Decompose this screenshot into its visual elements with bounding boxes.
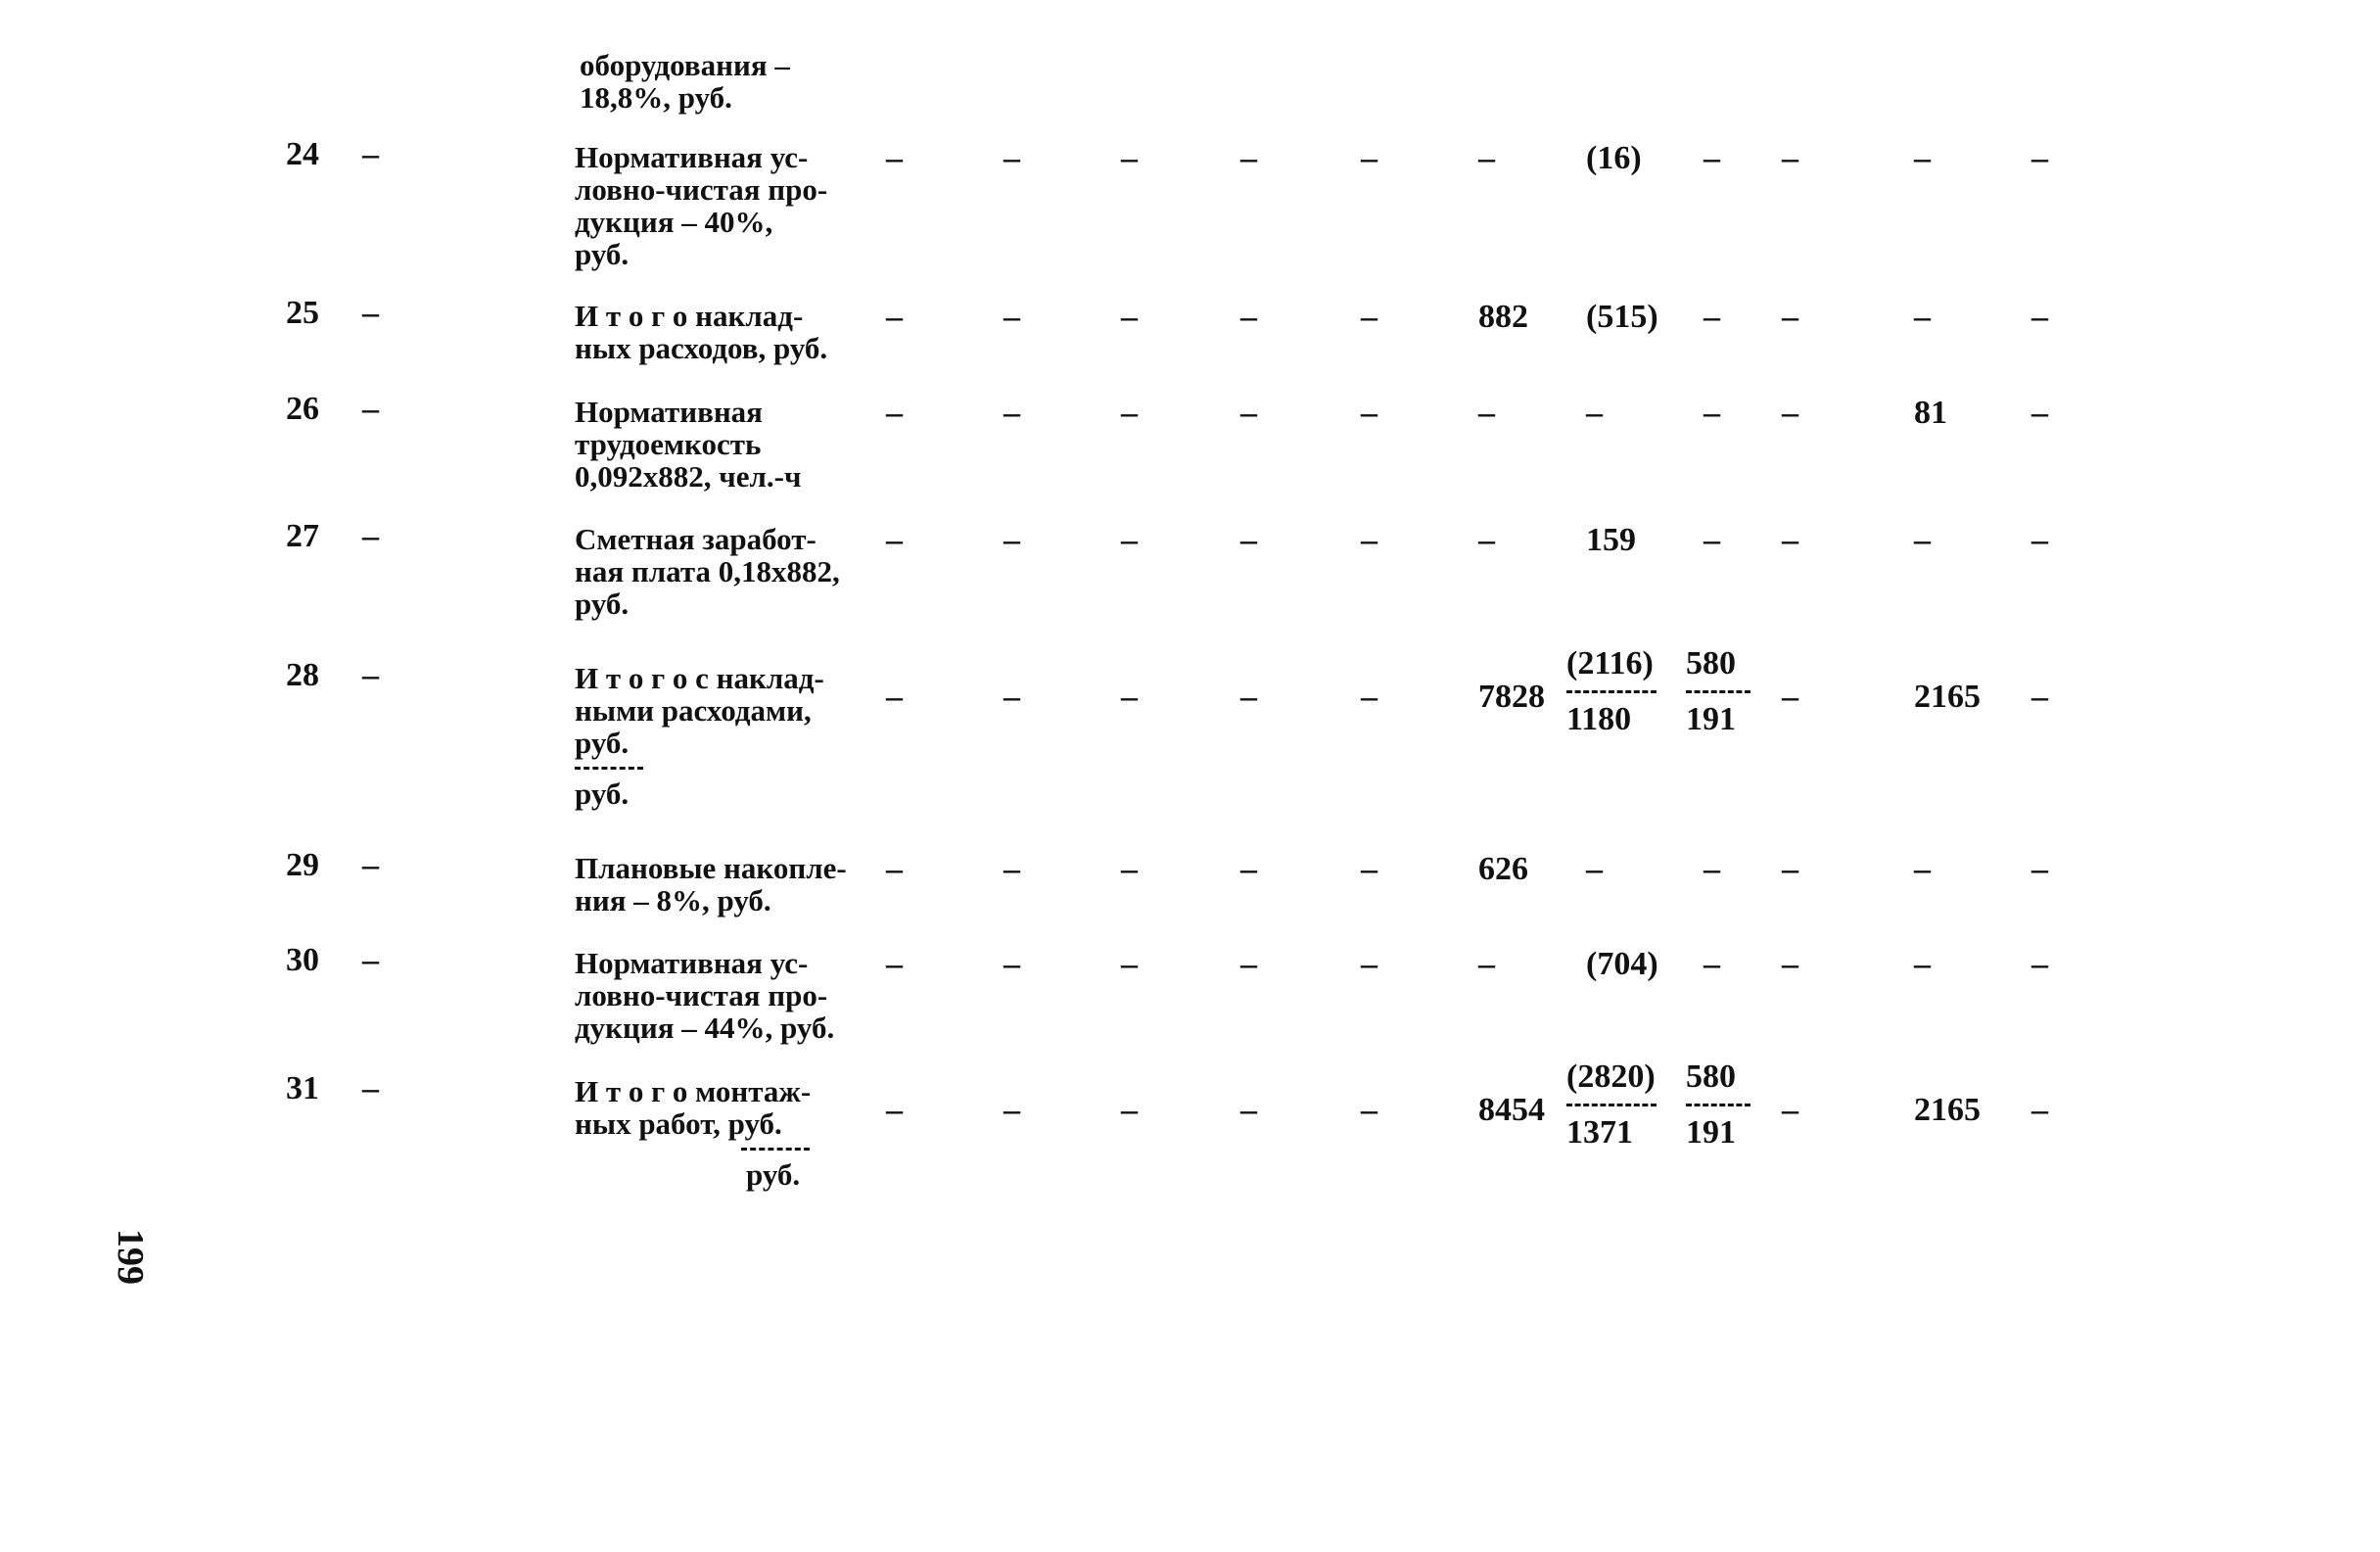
table-cell: – xyxy=(1478,946,1495,982)
description-line: ния – 8%, руб. xyxy=(575,883,771,917)
table-cell: – xyxy=(1361,522,1377,558)
table-cell: – xyxy=(1003,851,1020,887)
description-line: Нормативная ус- xyxy=(575,140,809,174)
description-line: руб. xyxy=(575,587,630,621)
page-number: 199 xyxy=(110,1229,151,1285)
description-line: руб. xyxy=(575,237,630,271)
table-cell: – xyxy=(1003,395,1020,431)
table-cell: 626 xyxy=(1478,851,1528,887)
table-cell: – xyxy=(1361,946,1377,982)
table-cell: – xyxy=(1782,395,1798,431)
table-cell: – xyxy=(1782,851,1798,887)
table-cell: – xyxy=(1361,679,1377,715)
row-dash: – xyxy=(362,391,379,427)
fraction-denominator: 191 xyxy=(1686,1114,1736,1151)
table-cell: – xyxy=(1782,946,1798,982)
row-description xyxy=(575,141,827,270)
table-cell: – xyxy=(1914,946,1931,982)
table-cell: 8454 xyxy=(1478,1092,1545,1128)
table-cell: – xyxy=(1240,522,1257,558)
table-cell: – xyxy=(1478,395,1495,431)
table-cell: 2165 xyxy=(1914,1092,1981,1128)
table-cell: – xyxy=(886,851,903,887)
table-cell: – xyxy=(1914,140,1931,176)
table-cell: – xyxy=(1914,851,1931,887)
description-line: дукция – 40%, xyxy=(575,205,773,239)
row-number: 30 xyxy=(286,942,319,978)
row-number: 29 xyxy=(286,847,319,883)
description-unit: руб. xyxy=(575,776,630,811)
row-dash: – xyxy=(362,518,379,554)
table-cell: – xyxy=(1121,299,1138,335)
table-cell: (515) xyxy=(1586,299,1658,335)
description-line: И т о г о наклад- xyxy=(575,299,804,333)
table-cell: – xyxy=(886,299,903,335)
row-dash: – xyxy=(362,295,379,331)
table-cell: – xyxy=(886,395,903,431)
row-dash: – xyxy=(362,136,379,172)
table-cell: (16) xyxy=(1586,140,1642,176)
table-cell: – xyxy=(2031,851,2048,887)
table-cell: – xyxy=(1703,851,1720,887)
description-line: ных работ, руб. xyxy=(575,1106,782,1141)
table-cell: – xyxy=(1586,851,1603,887)
table-cell: 7828 xyxy=(1478,679,1545,715)
table-cell: – xyxy=(1240,395,1257,431)
table-cell: 882 xyxy=(1478,299,1528,335)
row-description xyxy=(575,947,834,1044)
table-cell: (704) xyxy=(1586,946,1658,982)
fraction-bar xyxy=(1686,1104,1750,1106)
fraction-bar xyxy=(1566,690,1657,693)
description-line: 18,8%, руб. xyxy=(580,80,732,115)
row-description xyxy=(575,523,840,620)
table-cell: – xyxy=(1121,395,1138,431)
table-cell: – xyxy=(1240,299,1257,335)
description-divider xyxy=(741,1148,810,1151)
table-cell: – xyxy=(1121,1092,1138,1128)
table-cell: – xyxy=(1003,140,1020,176)
row-number: 26 xyxy=(286,391,319,427)
table-cell: – xyxy=(1121,140,1138,176)
description-line: ных расходов, руб. xyxy=(575,331,828,365)
table-cell: – xyxy=(1478,522,1495,558)
description-line: ловно-чистая про- xyxy=(575,172,828,207)
table-cell: – xyxy=(1361,140,1377,176)
description-line: ными расходами, xyxy=(575,693,812,728)
table-cell: – xyxy=(1782,1092,1798,1128)
description-divider xyxy=(575,767,643,770)
table-cell: – xyxy=(2031,299,2048,335)
table-cell: – xyxy=(1782,679,1798,715)
row-number: 27 xyxy=(286,518,319,554)
row-description xyxy=(575,662,824,810)
table-cell: – xyxy=(2031,1092,2048,1128)
table-cell: – xyxy=(1703,395,1720,431)
description-line: Сметная заработ- xyxy=(575,522,817,556)
fraction-cell xyxy=(1566,646,1657,737)
description-line: Нормативная ус- xyxy=(575,946,809,980)
table-cell: – xyxy=(1703,522,1720,558)
fraction-cell xyxy=(1566,1059,1657,1151)
description-line: дукция – 44%, руб. xyxy=(575,1011,835,1045)
fraction-numerator: 580 xyxy=(1686,1058,1736,1095)
row-dash: – xyxy=(362,847,379,883)
row-description xyxy=(575,852,847,917)
table-cell: – xyxy=(1361,299,1377,335)
table-cell: – xyxy=(2031,522,2048,558)
table-cell: – xyxy=(1914,299,1931,335)
row-description xyxy=(575,300,827,364)
fraction-bar xyxy=(1566,1104,1657,1106)
table-cell: – xyxy=(1240,679,1257,715)
description-continuation xyxy=(580,49,790,114)
table-cell: – xyxy=(1003,1092,1020,1128)
table-cell: – xyxy=(1361,1092,1377,1128)
table-cell: – xyxy=(886,679,903,715)
fraction-denominator: 191 xyxy=(1686,701,1736,737)
table-cell: – xyxy=(1914,522,1931,558)
fraction-bar xyxy=(1686,690,1750,693)
row-dash: – xyxy=(362,657,379,693)
table-cell: – xyxy=(1121,522,1138,558)
table-cell: – xyxy=(1478,140,1495,176)
fraction-denominator: 1180 xyxy=(1566,701,1632,737)
description-line: ловно-чистая про- xyxy=(575,978,828,1012)
fraction-denominator: 1371 xyxy=(1566,1114,1633,1151)
table-cell: 159 xyxy=(1586,522,1636,558)
table-cell: – xyxy=(1240,140,1257,176)
table-cell: – xyxy=(1586,395,1603,431)
table-cell: – xyxy=(1003,299,1020,335)
description-line: трудоемкость xyxy=(575,427,762,461)
description-line: Нормативная xyxy=(575,395,763,429)
table-cell: – xyxy=(1782,140,1798,176)
table-cell: – xyxy=(2031,946,2048,982)
table-cell: – xyxy=(1240,1092,1257,1128)
description-line: И т о г о с наклад- xyxy=(575,661,824,695)
table-cell: – xyxy=(2031,395,2048,431)
table-cell: 2165 xyxy=(1914,679,1981,715)
table-cell: – xyxy=(2031,679,2048,715)
table-cell: – xyxy=(1703,946,1720,982)
fraction-numerator: (2820) xyxy=(1566,1058,1656,1095)
fraction-cell xyxy=(1686,1059,1750,1151)
table-cell: 81 xyxy=(1914,395,1947,431)
table-cell: – xyxy=(1121,946,1138,982)
table-cell: – xyxy=(1240,851,1257,887)
description-line: ная плата 0,18х882, xyxy=(575,554,840,588)
table-cell: – xyxy=(1003,522,1020,558)
table-cell: – xyxy=(1782,299,1798,335)
table-cell: – xyxy=(1361,395,1377,431)
row-description xyxy=(575,396,801,493)
table-cell: – xyxy=(1003,946,1020,982)
description-line: руб. xyxy=(575,726,630,760)
row-number: 25 xyxy=(286,295,319,331)
table-cell: – xyxy=(1703,299,1720,335)
table-cell: – xyxy=(1703,140,1720,176)
description-unit: руб. xyxy=(746,1157,801,1192)
description-line: И т о г о монтаж- xyxy=(575,1074,812,1108)
fraction-numerator: 580 xyxy=(1686,645,1736,682)
fraction-cell xyxy=(1686,646,1750,737)
table-cell: – xyxy=(2031,140,2048,176)
row-number: 24 xyxy=(286,136,319,172)
row-number: 28 xyxy=(286,657,319,693)
table-cell: – xyxy=(1240,946,1257,982)
table-cell: – xyxy=(1782,522,1798,558)
description-line: 0,092х882, чел.-ч xyxy=(575,459,802,494)
table-cell: – xyxy=(1121,679,1138,715)
table-cell: – xyxy=(886,522,903,558)
description-line: Плановые накопле- xyxy=(575,851,847,885)
row-description xyxy=(575,1075,811,1191)
row-dash: – xyxy=(362,942,379,978)
row-number: 31 xyxy=(286,1070,319,1106)
description-line: оборудования – xyxy=(580,48,790,82)
table-cell: – xyxy=(886,1092,903,1128)
table-cell: – xyxy=(886,140,903,176)
table-cell: – xyxy=(1121,851,1138,887)
row-dash: – xyxy=(362,1070,379,1106)
table-cell: – xyxy=(1003,679,1020,715)
table-cell: – xyxy=(886,946,903,982)
table-cell: – xyxy=(1361,851,1377,887)
fraction-numerator: (2116) xyxy=(1566,645,1654,682)
